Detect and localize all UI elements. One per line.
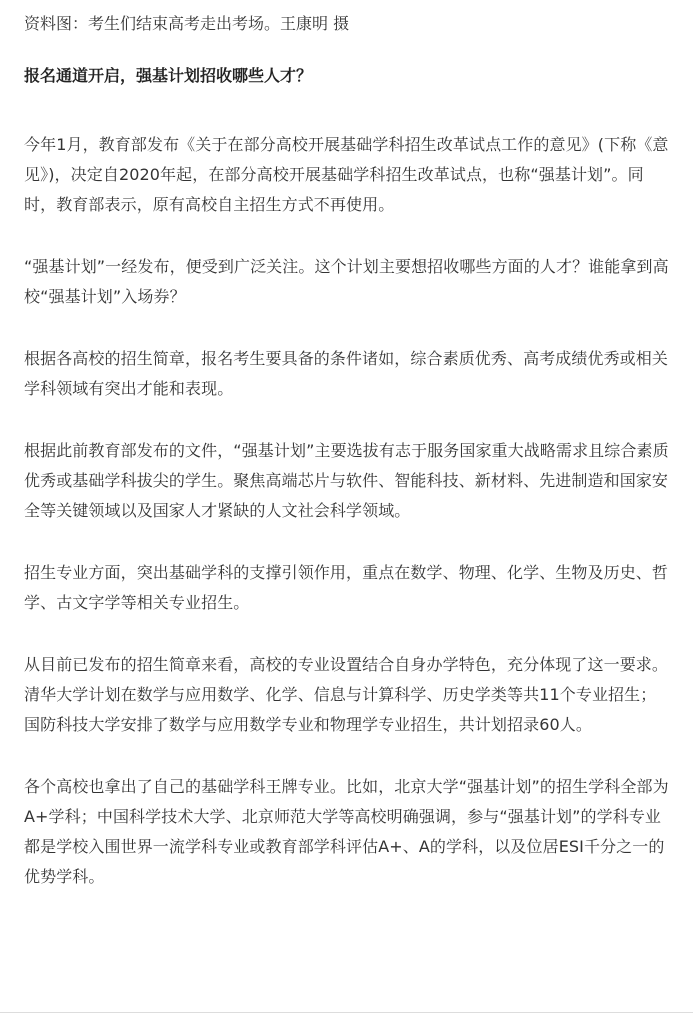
article: [24, 10, 672, 892]
image-caption: 资料图：考生们结束高考走出考场。王康明 摄: [24, 14, 350, 33]
paragraph-2: “强基计划”一经发布，便受到广泛关注。这个计划主要想招收哪些方面的人才？谁能拿到高校“强基计划”入场券？: [24, 257, 669, 306]
section-heading: 报名通道开启，强基计划招收哪些人才？: [24, 66, 313, 85]
paragraph-3: 根据各高校的招生简章，报名考生要具备的条件诸如，综合素质优秀、高考成绩优秀或相关学科领域有突出才能和表现。: [24, 349, 669, 398]
paragraph-7: 各个高校也拿出了自己的基础学科王牌专业。比如，北京大学“强基计划”的招生学科全部为A+学科；中国科学技术大学、北京师范大学等高校明确强调，参与“强基计划”的学科专业都是学校入围世界一流学科专业或教育部学科评估A+、A的学科，以及位居ESI千分之一的优势学科。: [24, 777, 669, 886]
paragraph-5: 招生专业方面，突出基础学科的支撑引领作用，重点在数学、物理、化学、生物及历史、哲学、古文字学等相关专业招生。: [24, 563, 669, 612]
paragraph-1: 今年1月，教育部发布《关于在部分高校开展基础学科招生改革试点工作的意见》(下称《意见》)，决定自2020年起，在部分高校开展基础学科招生改革试点，也称“强基计划”。同时，教育部表示，原有高校自主招生方式不再使用。: [24, 135, 669, 214]
paragraph-4: 根据此前教育部发布的文件，“强基计划”主要选拔有志于服务国家重大战略需求且综合素质优秀或基础学科拔尖的学生。聚焦高端芯片与软件、智能科技、新材料、先进制造和国家安全等关键领域以及国家人才紧缺的人文社会科学领域。: [24, 441, 669, 520]
paragraph-6: 从目前已发布的招生简章来看，高校的专业设置结合自身办学特色，充分体现了这一要求。清华大学计划在数学与应用数学、化学、信息与计算科学、历史学类等共11个专业招生；国防科技大学安排了数学与应用数学专业和物理学专业招生，共计划招录60人。: [24, 655, 669, 734]
